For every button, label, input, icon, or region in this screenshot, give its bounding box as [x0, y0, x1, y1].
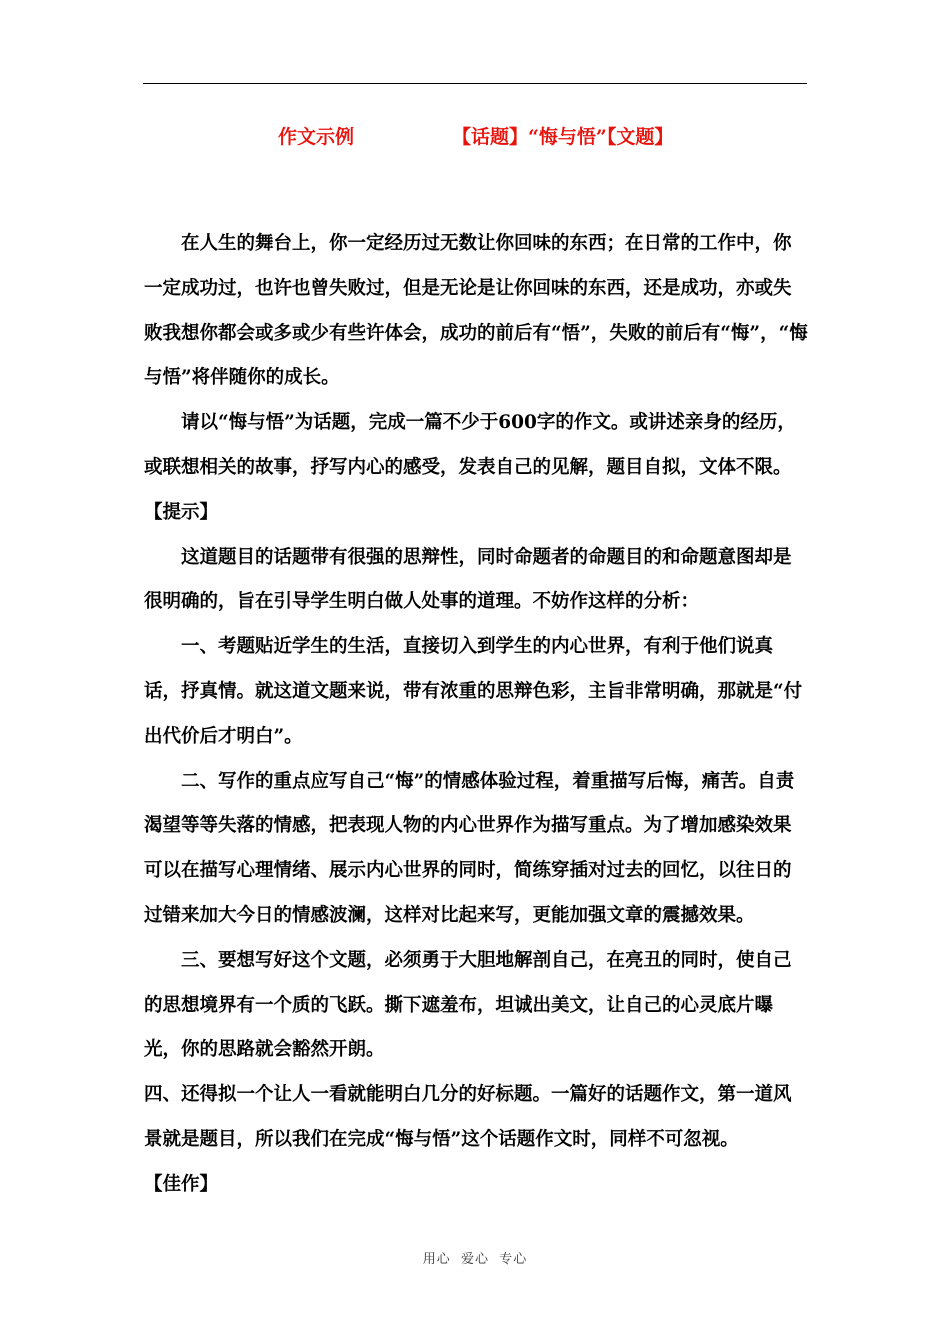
- paragraph-point-1: 一、考题贴近学生的生活，直接切入到学生的内心世界，有利于他们说真话，抒真情。就这道文题来说，带有浓重的思辩色彩，主旨非常明确，那就是“付出代价后才明白”。: [144, 636, 803, 747]
- paragraph-point-4: 四、还得拟一个让人一看就能明白几分的好标题。一篇好的话题作文，第一道风景就是题目，所以我们在完成“悔与悟”这个话题作文时，同样不可忽视。: [144, 1084, 792, 1150]
- page-title-label: 作文示例: [278, 126, 355, 148]
- page-title-topic: 【话题】“悔与悟”【文题】: [452, 126, 674, 148]
- best-work-heading: 【佳作】: [144, 1173, 219, 1195]
- paragraph-point-3: 三、要想写好这个文题，必须勇于大胆地解剖自己，在亮丑的同时，使自己的思想境界有一个质的飞跃。撕下遮羞布，坦诚出美文，让自己的心灵底片曝光，你的思路就会豁然开朗。: [144, 949, 792, 1061]
- paragraph-analysis: 这道题目的话题带有很强的思辩性，同时命题者的命题目的和命题意图却是很明确的，旨在引导学生明白做人处事的道理。不妨作这样的分析：: [144, 546, 792, 613]
- document-body: [144, 222, 808, 1208]
- paragraph-intro: 在人生的舞台上，你一定经历过无数让你回味的东西；在日常的工作中，你一定成功过，也许也曾失败过，但是无论是让你回味的东西，还是成功，亦或失败我想你都会或多或少有些许体会，成功的前后有“悟”，失败的前后有“悔”，“悔与悟”将伴随你的成长。: [144, 233, 808, 389]
- page-footer: 用心 爱心 专心: [422, 1252, 528, 1267]
- hint-heading: 【提示】: [144, 501, 219, 523]
- header-rule: [143, 83, 807, 84]
- paragraph-prompt: 请以“悔与悟”为话题，完成一篇不少于600字的作文。或讲述亲身的经历，或联想相关的故事，抒写内心的感受，发表自己的见解，题目自拟，文体不限。: [144, 412, 796, 478]
- paragraph-point-2: 二、写作的重点应写自己“悔”的情感体验过程，着重描写后悔，痛苦。自责渴望等等失落的情感，把表现人物的内心世界作为描写重点。为了增加感染效果可以在描写心理情绪、展示内心世界的同时，简练穿插对过去的回忆，以往日的过错来加大今日的情感波澜，这样对比起来写，更能加强文章的震撼效果。: [144, 770, 795, 926]
